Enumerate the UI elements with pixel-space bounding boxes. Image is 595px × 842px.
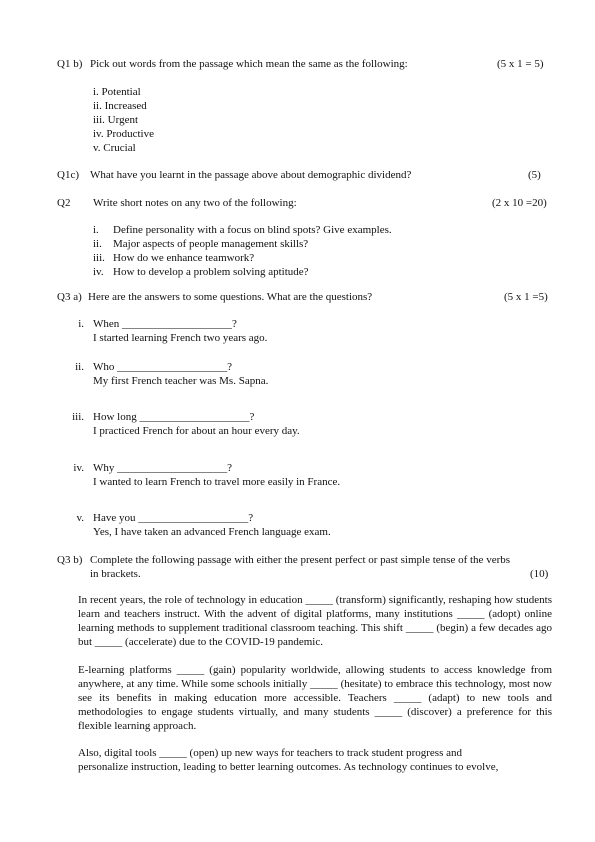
q2-item-num: iv. [93, 266, 104, 278]
q1c-marks: (5) [528, 169, 541, 181]
q1c-text: What have you learnt in the passage above about demographic dividend? [90, 169, 412, 181]
q3a-item-question: Have you ____________________? [93, 512, 254, 524]
q3a-item-question: Why ____________________? [93, 462, 233, 474]
q3a-item-answer: Yes, I have taken an advanced French language exam. [93, 526, 331, 538]
q3a-item-num: iii. [72, 411, 84, 423]
q3b-passage-paragraph-2: E-learning platforms _____ (gain) popularity worldwide, allowing students to access knowledge from anywhere, at any time. While some schools initially _____ (hesitate) to embrace this technology, most now see its benefits in making education more accessible. Teachers _____ (adapt) to new tools and methodologies to engage students virtually, and many students _____ (discover) a preference for this flexible learning approach. [78, 664, 552, 732]
q3b-passage-paragraph-1: In recent years, the role of technology in education _____ (transform) significantly, reshaping how students learn and teachers instruct. With the advent of digital platforms, many institutions _____ (adopt) online learning methods to supplement traditional classroom teaching. This shift _____ (begin) a few decades ago but _____ (accelerate) due to the COVID-19 pandemic. [78, 594, 552, 648]
q2-label: Q2 [57, 197, 71, 209]
q3a-item-answer: My first French teacher was Ms. Sapna. [93, 375, 269, 387]
q2-item-text: How do we enhance teamwork? [113, 252, 255, 264]
q1b-item: v. Crucial [93, 142, 136, 154]
q3a-text: Here are the answers to some questions. What are the questions? [88, 291, 373, 303]
q3a-item-answer: I wanted to learn French to travel more easily in France. [93, 476, 341, 488]
q1c-label: Q1c) [57, 169, 79, 181]
q3a-label: Q3 a) [57, 291, 82, 303]
q1b-item: i. Potential [93, 86, 141, 98]
q3a-item-num: ii. [75, 361, 84, 373]
q2-item-text: Define personality with a focus on blind spots? Give examples. [113, 224, 392, 236]
q3b-passage-paragraph-3-line-1: Also, digital tools _____ (open) up new ways for teachers to track student progress and [78, 747, 462, 759]
q1b-label: Q1 b) [57, 58, 83, 70]
q3a-item-question: How long ____________________? [93, 411, 255, 423]
q3b-label: Q3 b) [57, 554, 83, 566]
q1b-item: iv. Productive [93, 128, 154, 140]
q2-marks: (2 x 10 =20) [492, 197, 547, 209]
q3a-item-num: v. [76, 512, 84, 524]
q3b-marks: (10) [530, 568, 549, 580]
q2-item-num: i. [93, 224, 99, 236]
q3b-passage-paragraph-3-line-2: personalize instruction, leading to better learning outcomes. As technology continues to evolve, [78, 761, 499, 773]
q3a-marks: (5 x 1 =5) [504, 291, 548, 303]
q2-text: Write short notes on any two of the following: [93, 197, 297, 209]
q3a-item-question: When ____________________? [93, 318, 237, 330]
q2-item-num: ii. [93, 238, 102, 250]
q3a-item-answer: I practiced French for about an hour every day. [93, 425, 300, 437]
q1b-marks: (5 x 1 = 5) [497, 58, 544, 70]
q3b-instruction-line1: Complete the following passage with either the present perfect or past simple tense of the verbs [90, 554, 511, 566]
q1b-item: iii. Urgent [93, 114, 139, 126]
q3b-instruction-line2: in brackets. [90, 568, 141, 580]
q3a-item-num: i. [78, 318, 84, 330]
q1b-text: Pick out words from the passage which mean the same as the following: [90, 58, 408, 70]
q3a-item-num: iv. [73, 462, 84, 474]
q2-item-text: How to develop a problem solving aptitude? [113, 266, 309, 278]
q3a-item-question: Who ____________________? [93, 361, 233, 373]
q2-item-text: Major aspects of people management skills? [113, 238, 309, 250]
q2-item-num: iii. [93, 252, 105, 264]
q3a-item-answer: I started learning French two years ago. [93, 332, 268, 344]
q1b-item: ii. Increased [93, 100, 147, 112]
